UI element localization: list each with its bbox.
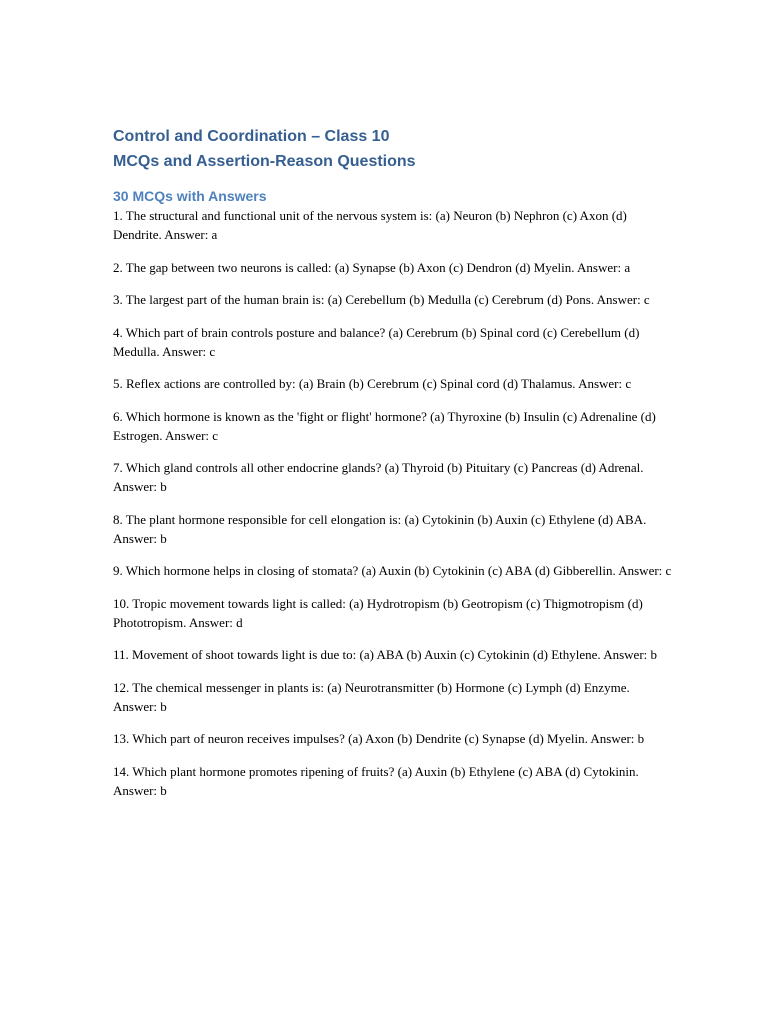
question-item-13: 13. Which part of neuron receives impulses? (a) Axon (b) Dendrite (c) Synapse (d) Myelin. Answer: b xyxy=(113,731,645,746)
document-page xyxy=(113,124,673,813)
question-item-14: 14. Which plant hormone promotes ripening of fruits? (a) Auxin (b) Ethylene (c) ABA (d) Cytokinin. Answer: b xyxy=(113,763,639,798)
question-item-2: 2. The gap between two neurons is called: (a) Synapse (b) Axon (c) Dendron (d) Myelin. Answer: a xyxy=(113,259,631,275)
question-item-3: 3. The largest part of the human brain is: (a) Cerebellum (b) Medulla (c) Cerebrum (d) Pons. Answer: c xyxy=(113,292,650,307)
document-title-line2: MCQs and Assertion-Reason Questions xyxy=(113,153,416,170)
question-item-11: 11. Movement of shoot towards light is due to: (a) ABA (b) Auxin (c) Cytokinin (d) Ethylene. Answer: b xyxy=(113,647,658,662)
section-heading-mcqs: 30 MCQs with Answers xyxy=(113,188,267,204)
question-item-7: 7. Which gland controls all other endocrine glands? (a) Thyroid (b) Pituitary (c) Pancreas (d) Adrenal. Answer: b xyxy=(113,460,644,494)
question-item-10: 10. Tropic movement towards light is called: (a) Hydrotropism (b) Geotropism (c) Thigmotropism (d) Phototropism. Answer: d xyxy=(113,595,643,630)
question-item-8: 8. The plant hormone responsible for cell elongation is: (a) Cytokinin (b) Auxin (c) Ethylene (d) ABA. Answer: b xyxy=(113,511,647,546)
question-item-9: 9. Which hormone helps in closing of stomata? (a) Auxin (b) Cytokinin (c) ABA (d) Gibberellin. Answer: c xyxy=(113,563,672,578)
question-item-1: 1. The structural and functional unit of the nervous system is: (a) Neuron (b) Nephron (c) Axon (d) Dendrite. Answer: a xyxy=(113,208,627,242)
question-item-4: 4. Which part of brain controls posture and balance? (a) Cerebrum (b) Spinal cord (c) Cerebellum (d) Medulla. Answer: c xyxy=(113,324,640,359)
question-item-6: 6. Which hormone is known as the 'fight or flight' hormone? (a) Thyroxine (b) Insulin (c) Adrenaline (d) Estrogen. Answer: c xyxy=(113,408,656,443)
question-item-12: 12. The chemical messenger in plants is: (a) Neurotransmitter (b) Hormone (c) Lymph (d) Enzyme. Answer: b xyxy=(113,679,630,714)
question-list xyxy=(113,206,673,800)
question-item-5: 5. Reflex actions are controlled by: (a) Brain (b) Cerebrum (c) Spinal cord (d) Thalamus. Answer: c xyxy=(113,376,632,391)
document-title-line1: Control and Coordination – Class 10 xyxy=(113,128,390,145)
